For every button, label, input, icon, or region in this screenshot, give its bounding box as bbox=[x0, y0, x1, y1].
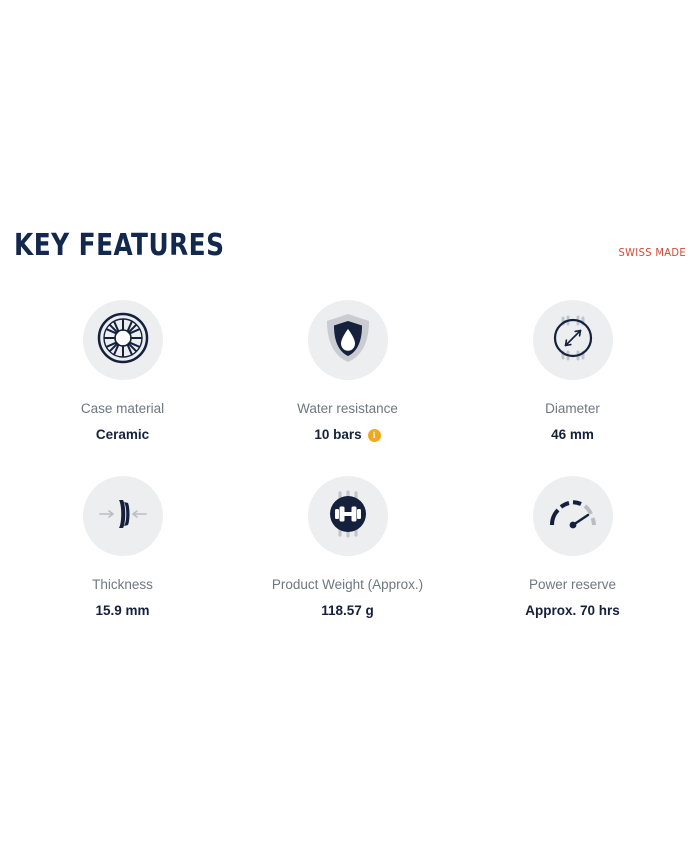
icon-circle bbox=[308, 476, 388, 556]
feature-case-material bbox=[10, 300, 235, 454]
feature-label: Power reserve bbox=[528, 577, 617, 592]
feature-value: 118.57 g bbox=[321, 603, 374, 618]
feature-value-wrapper bbox=[10, 602, 235, 620]
feature-diameter bbox=[460, 300, 685, 454]
feature-water-resistance bbox=[235, 300, 460, 454]
info-icon[interactable]: i bbox=[368, 429, 381, 442]
feature-thickness bbox=[10, 476, 235, 630]
product-weight-icon bbox=[321, 488, 375, 545]
feature-value: 10 bars bbox=[314, 427, 362, 442]
water-resistance-shield-icon bbox=[324, 312, 372, 369]
feature-label: Thickness bbox=[92, 577, 153, 592]
icon-circle bbox=[533, 476, 613, 556]
feature-value-wrapper bbox=[460, 426, 685, 444]
features-grid bbox=[0, 300, 700, 630]
feature-value: 46 mm bbox=[551, 427, 594, 442]
feature-value-wrapper bbox=[10, 426, 235, 444]
power-reserve-gauge-icon bbox=[546, 494, 600, 539]
feature-label: Product Weight (Approx.) bbox=[271, 577, 424, 592]
feature-value: 15.9 mm bbox=[95, 603, 150, 618]
section-header bbox=[0, 228, 700, 276]
feature-value-wrapper bbox=[235, 426, 460, 444]
page-title: KEY FEATURES bbox=[14, 228, 225, 263]
feature-value: Approx. 70 hrs bbox=[525, 603, 620, 618]
watch-diameter-icon bbox=[546, 312, 600, 369]
feature-label: Diameter bbox=[545, 401, 600, 416]
feature-value-wrapper bbox=[460, 602, 685, 620]
feature-label: Case material bbox=[80, 401, 165, 416]
icon-circle bbox=[308, 300, 388, 380]
watch-thickness-icon bbox=[95, 492, 151, 541]
feature-label: Water resistance bbox=[297, 401, 398, 416]
icon-circle bbox=[533, 300, 613, 380]
feature-value-wrapper bbox=[235, 602, 460, 620]
feature-product-weight bbox=[235, 476, 460, 630]
feature-power-reserve bbox=[460, 476, 685, 630]
ceramic-case-icon bbox=[97, 312, 149, 369]
icon-circle bbox=[83, 300, 163, 380]
feature-value: Ceramic bbox=[95, 427, 150, 442]
icon-circle bbox=[83, 476, 163, 556]
grid-row-gap bbox=[0, 454, 700, 476]
swiss-made-badge: SWISS MADE bbox=[618, 246, 686, 259]
